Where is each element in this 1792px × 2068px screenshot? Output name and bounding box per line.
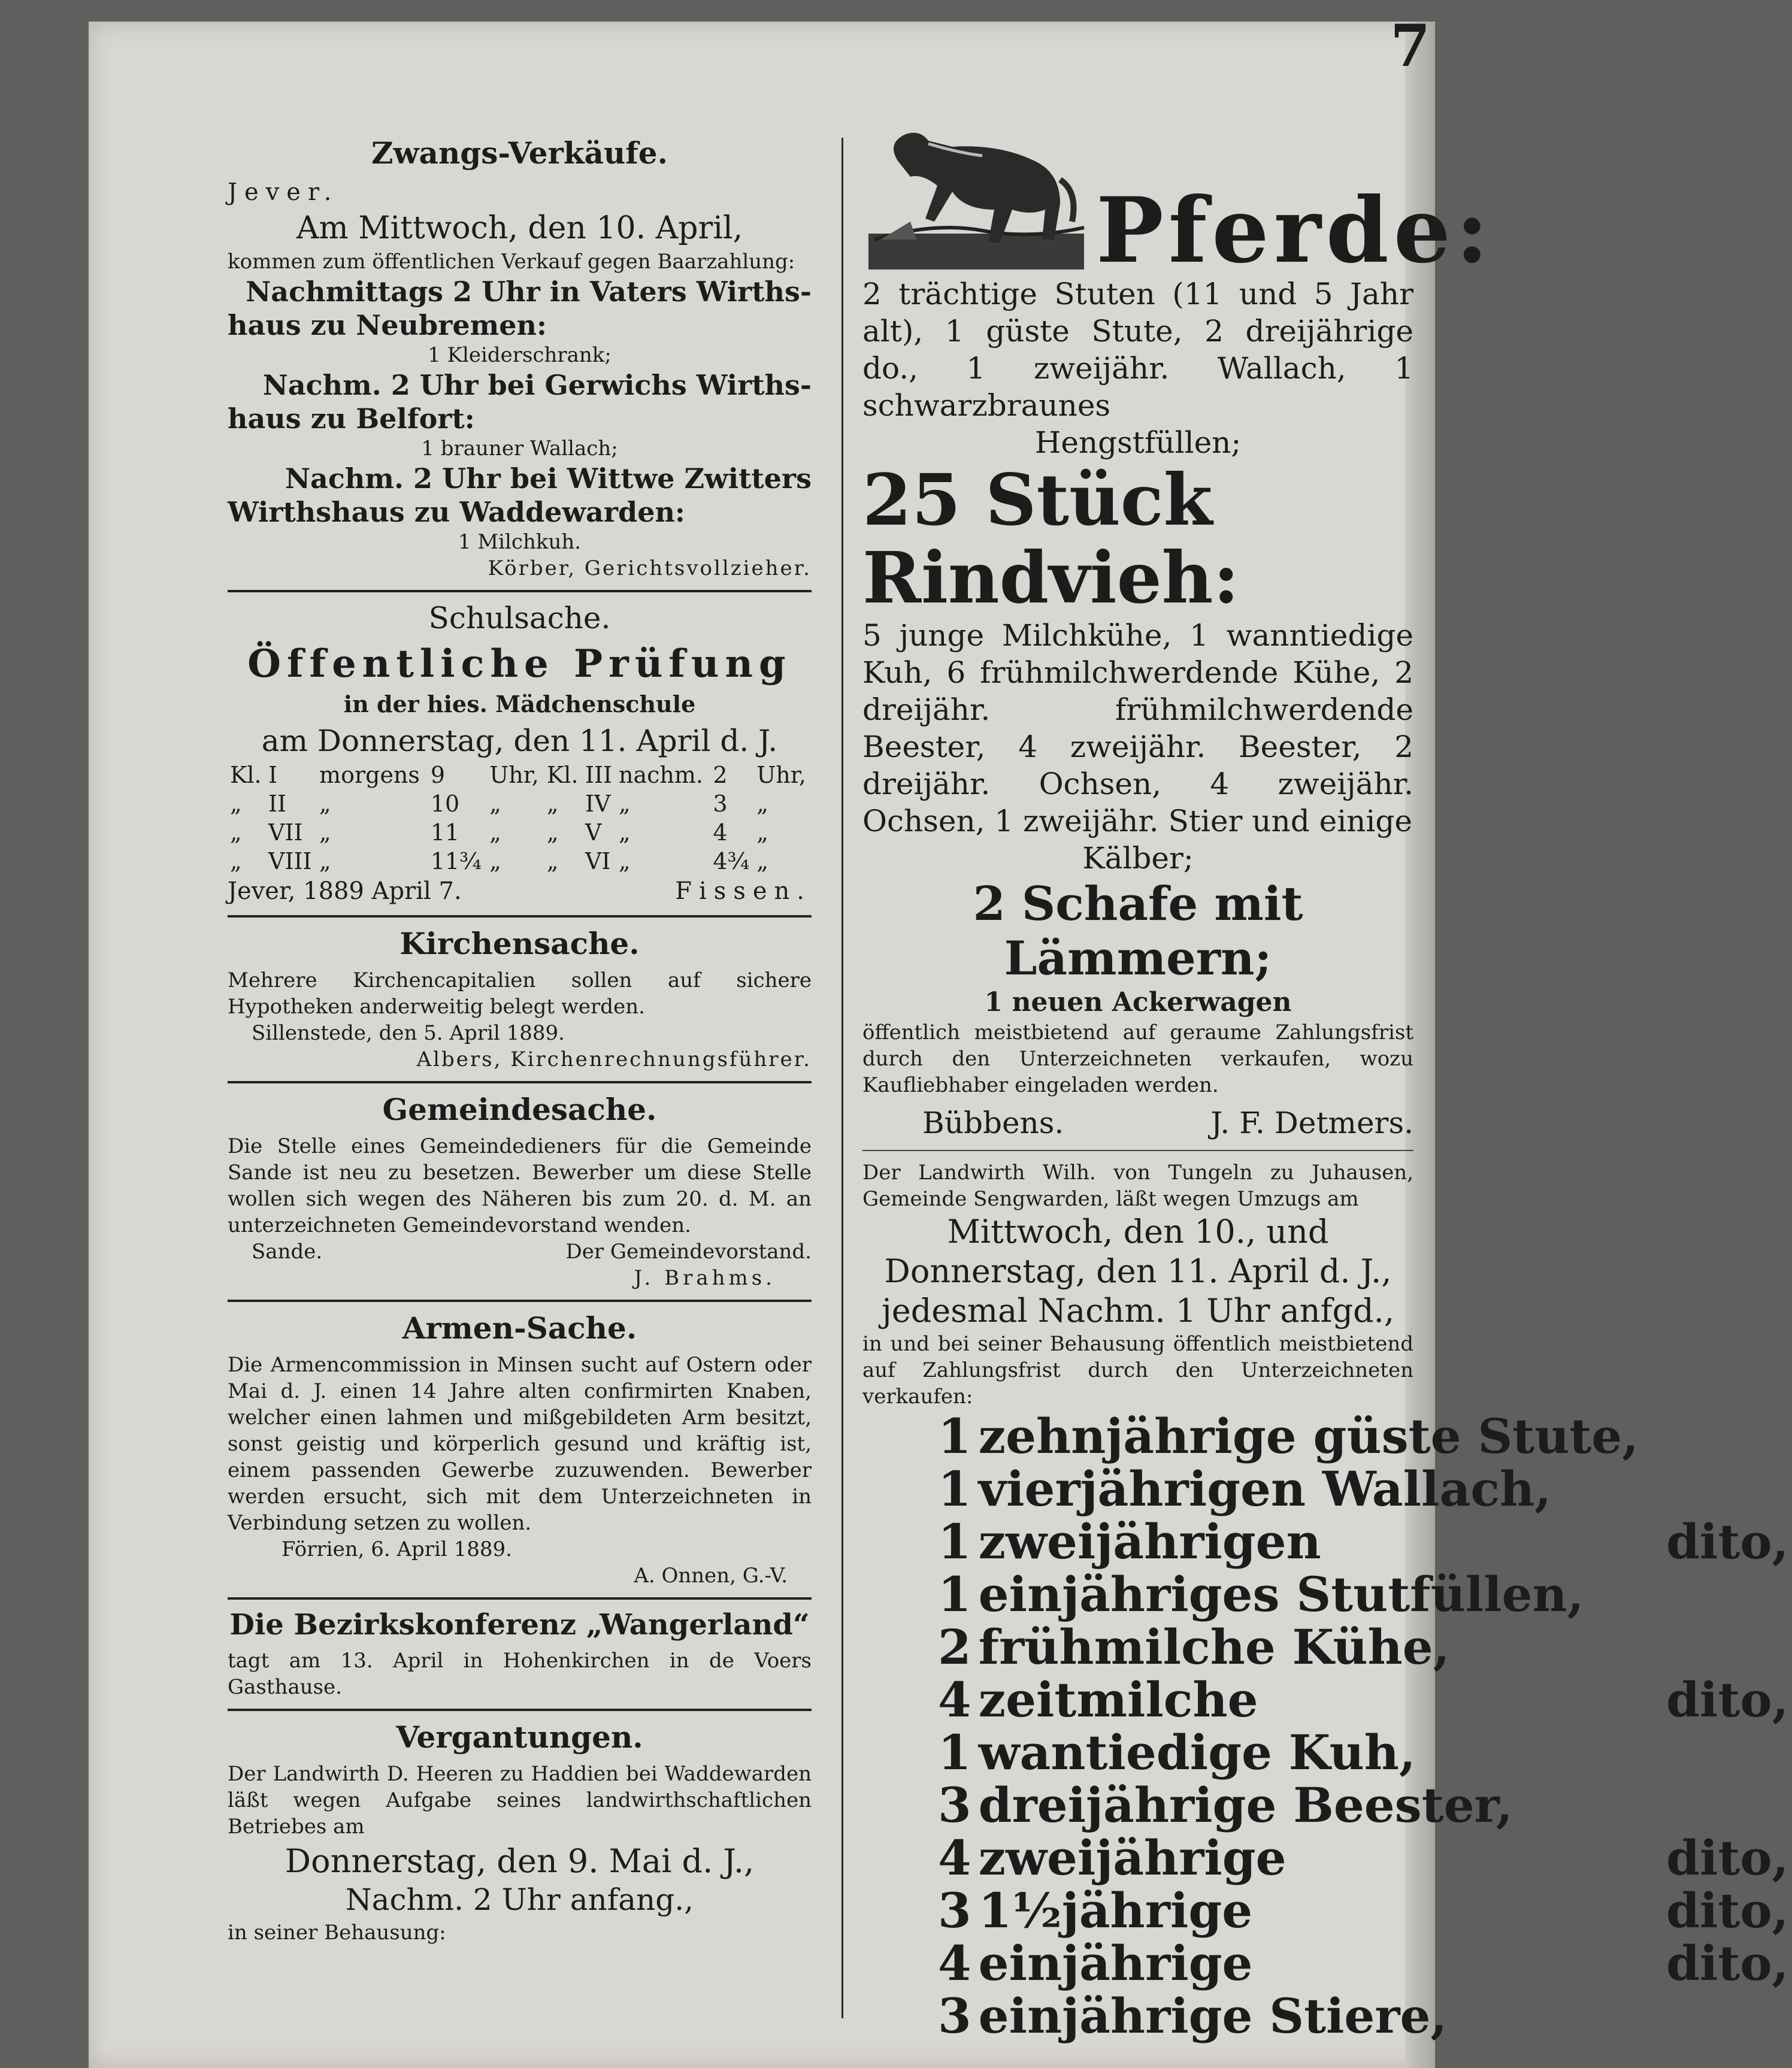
schedule-row	[228, 818, 812, 847]
schedule-cell: „	[319, 848, 331, 874]
schedule-cell: „	[546, 848, 559, 874]
pferde-title: Pferde:	[1096, 178, 1494, 283]
schedule-cell: „	[489, 819, 501, 846]
animal-desc: zweijährigen	[978, 1513, 1321, 1570]
section-divider	[228, 1709, 812, 1711]
schedule-row	[228, 847, 812, 876]
vergant-date: Donnerstag, den 9. Mai d. J.,	[284, 1842, 755, 1880]
sale-signatures	[862, 1098, 1413, 1142]
schedule-row	[228, 761, 812, 789]
zwangs-intro: kommen zum öffentlichen Verkauf gegen Baarzahlung:	[228, 250, 795, 274]
animal-dito: dito,	[1666, 1672, 1789, 1728]
schedule-cell: 9	[430, 762, 445, 788]
animal-dito: dito,	[1666, 1935, 1789, 1991]
schul-footer	[228, 876, 812, 907]
kirche-signature: Albers, Kirchenrechnungsführer.	[416, 1047, 812, 1071]
animal-desc: einjähriges Stutfüllen,	[978, 1566, 1584, 1622]
zwangs-item3-line1: Nachm. 2 Uhr bei Wittwe Zwitters	[284, 462, 812, 495]
schedule-cell: III	[585, 762, 612, 788]
pferde-end: Hengstfüllen;	[1034, 425, 1242, 460]
schedule-cell: „	[618, 819, 631, 846]
section-divider	[228, 1597, 812, 1600]
animal-dito	[1642, 1990, 1792, 2042]
animal-dito	[1642, 1568, 1792, 1621]
animal-row	[934, 1937, 1792, 1990]
animal-dito: dito,	[1666, 1830, 1789, 1886]
gemeinde-place: Sande.	[252, 1240, 323, 1264]
schul-title: Schulsache.	[428, 601, 611, 635]
zwangs-date: Am Mittwoch, den 10. April,	[296, 210, 743, 246]
animal-desc: einjährige	[978, 1935, 1253, 1991]
animal-row	[934, 1463, 1792, 1515]
animal-desc: 1½jährige	[978, 1882, 1253, 1939]
schedule-cell: 4	[713, 819, 728, 846]
armen-text: Die Armencommission in Minsen sucht auf Ostern oder Mai d. J. einen 14 Jahre alten confirmirten Knaben, welcher einen lahmen und mißgebildeten Arm besitzt, sonst geistig und körperlich gesund und kräftig ist, einem passenden Gewerbe zuzuwenden. Bewerber werden ersucht, sich mit dem Unterzeichneten in Verbindung setzen zu wollen.	[228, 1353, 812, 1535]
right-column	[862, 120, 1789, 2044]
kirche-dateline: Sillenstede, den 5. April 1889.	[252, 1021, 565, 1045]
animal-desc: zehnjährige güste Stute,	[978, 1408, 1639, 1464]
animal-desc: zweijährige	[978, 1830, 1287, 1886]
bezirk-text: tagt am 13. April in Hohenkirchen in de Voers Gasthause.	[228, 1649, 812, 1699]
animal-count: 3	[938, 1988, 971, 2044]
animal-count: 3	[938, 1777, 971, 1833]
animal-dito	[1642, 1621, 1792, 1673]
ad2-text: Der Landwirth Wilh. von Tungeln zu Juhausen, Gemeinde Sengwarden, läßt wegen Umzugs am	[862, 1161, 1413, 1211]
zwangs-item2-object: 1 brauner Wallach;	[421, 437, 618, 461]
pferde-header	[862, 120, 1494, 283]
schedule-cell: „	[230, 791, 242, 817]
animal-dito	[1642, 1779, 1792, 1831]
gemeinde-footer	[228, 1239, 812, 1265]
animal-dito: dito,	[1666, 1882, 1789, 1939]
gemeinde-title: Gemeindesache.	[382, 1092, 657, 1127]
schedule-cell: IV	[585, 791, 611, 817]
animal-row	[934, 1673, 1792, 1726]
pferde-text: 2 trächtige Stuten (11 und 5 Jahr alt), 1 güste Stute, 2 dreijährige do., 1 zweijähr. Wallach, 1 schwarzbraunes	[862, 277, 1413, 423]
schedule-cell: „	[756, 848, 768, 874]
schedule-row	[228, 789, 812, 818]
animal-row	[934, 1568, 1792, 1621]
section-divider	[228, 915, 812, 918]
schedule-cell: „	[756, 791, 768, 817]
sale-text: öffentlich meistbietend auf geraume Zahlungsfrist durch den Unterzeichneten verkaufen, wozu Kaufliebhaber eingeladen werden.	[862, 1021, 1413, 1097]
animal-count: 1	[938, 1566, 971, 1622]
kirche-text: Mehrere Kirchencapitalien sollen auf sichere Hypotheken anderweitig belegt werden.	[228, 968, 812, 1019]
section-divider	[228, 590, 812, 592]
schedule-cell: nachm.	[618, 762, 703, 788]
zwangs-title: Zwangs-Verkäufe.	[371, 135, 668, 171]
vergant-text: Der Landwirth D. Heeren zu Haddien bei Waddewarden läßt wegen Aufgabe seines landwirthschaftlichen Betriebes am	[228, 1762, 812, 1839]
vergant-end: in seiner Behausung:	[228, 1921, 446, 1945]
horse-illustration	[862, 120, 1090, 275]
animal-row	[934, 1410, 1792, 1463]
wagen-line: 1 neuen Ackerwagen	[984, 987, 1292, 1018]
schedule-cell: morgens	[319, 762, 420, 788]
schedule-cell: VII	[268, 819, 303, 846]
schedule-cell: Uhr,	[756, 762, 806, 788]
schedule-cell: I	[268, 762, 278, 788]
schedule-cell: „	[230, 819, 242, 846]
animal-count: 3	[938, 1882, 971, 1939]
rindvieh-text: 5 junge Milchkühe, 1 wanntiedige Kuh, 6 frühmilchwerdende Kühe, 2 dreijähr. frühmilchwerdende Beester, 4 zweijähr. Beester, 2 dreijähr. Ochsen, 4 zweijähr. Ochsen, 1 zweijähr. Stier und einige	[862, 618, 1413, 838]
schul-footer-date: Jever, 1889 April 7.	[228, 877, 462, 905]
schedule-cell: 4¾	[713, 848, 750, 874]
animals-table	[934, 1410, 1792, 2042]
armen-title: Armen-Sache.	[402, 1310, 637, 1346]
section-divider	[862, 1150, 1413, 1151]
animal-row	[934, 1515, 1792, 1568]
animal-desc: zeitmilche	[978, 1672, 1258, 1728]
ad2-text2: in und bei seiner Behausung öffentlich meistbietend auf Zahlungsfrist durch den Unterzeichneten verkaufen:	[862, 1332, 1413, 1409]
zwangs-place: Jever.	[228, 178, 339, 206]
animal-row	[934, 1621, 1792, 1673]
animal-row	[934, 1831, 1792, 1884]
animal-count: 1	[938, 1461, 971, 1517]
schedule-cell: Kl.	[546, 762, 579, 788]
animal-desc: einjährige Stiere,	[978, 1988, 1448, 2044]
animal-count: 4	[938, 1830, 971, 1886]
rindvieh-end: Kälber;	[1082, 841, 1194, 876]
animal-desc: frühmilche Kühe,	[978, 1619, 1450, 1675]
animal-desc: dreijährige Beester,	[978, 1777, 1513, 1833]
schedule-cell: II	[268, 791, 287, 817]
schedule-table	[228, 761, 812, 876]
schedule-cell: VI	[585, 848, 611, 874]
ad2-date2: Donnerstag, den 11. April d. J.,	[884, 1252, 1392, 1290]
sale-sig-left: Bübbens.	[922, 1106, 1064, 1140]
animal-dito: dito,	[1666, 1513, 1789, 1570]
vergant-title: Vergantungen.	[396, 1719, 643, 1755]
schedule-cell: „	[319, 819, 331, 846]
schedule-cell: VIII	[268, 848, 312, 874]
armen-dateline: Förrien, 6. April 1889.	[281, 1537, 512, 1561]
schul-subheading: in der hies. Mädchenschule	[343, 691, 696, 717]
schul-footer-name: Fissen.	[675, 877, 812, 905]
schedule-cell: „	[489, 791, 501, 817]
schedule-cell: Kl.	[230, 762, 262, 788]
bezirk-title: Die Bezirkskonferenz „Wangerland“	[229, 1608, 810, 1642]
animal-desc: vierjährigen Wallach,	[978, 1461, 1551, 1517]
animal-row	[934, 1726, 1792, 1779]
schedule-cell: „	[546, 791, 559, 817]
gemeinde-signature: J. Brahms.	[634, 1266, 776, 1290]
zwangs-item3-object: 1 Milchkuh.	[458, 530, 582, 554]
gemeinde-org: Der Gemeindevorstand.	[565, 1240, 812, 1264]
animal-row	[934, 1779, 1792, 1831]
schedule-cell: „	[618, 848, 631, 874]
animal-desc: wantiedige Kuh,	[978, 1724, 1416, 1781]
animal-count: 1	[938, 1408, 971, 1464]
schedule-cell: Uhr,	[489, 762, 539, 788]
armen-signature: A. Onnen, G.-V.	[634, 1564, 788, 1588]
zwangs-signature: Körber, Gerichtsvollzieher.	[488, 556, 812, 580]
animal-dito	[1642, 1410, 1792, 1463]
schedule-cell: „	[230, 848, 242, 874]
schul-date: am Donnerstag, den 11. April d. J.	[261, 723, 778, 758]
animal-row	[934, 1990, 1792, 2042]
gemeinde-text: Die Stelle eines Gemeindedieners für die Gemeinde Sande ist neu zu besetzen. Bewerber um diese Stelle wollen sich wegen des Näheren bis zum 20. d. M. an unterzeichneten Gemeindevorstand wenden.	[228, 1134, 812, 1237]
schedule-cell: 11¾	[430, 848, 482, 874]
schedule-cell: „	[319, 791, 331, 817]
rindvieh-title: 25 Stück Rindvieh:	[862, 458, 1240, 619]
animal-dito	[1642, 1463, 1792, 1515]
animal-count: 2	[938, 1619, 971, 1675]
zwangs-item2-line1: Nachm. 2 Uhr bei Gerwichs Wirths-	[262, 369, 812, 401]
animal-dito	[1642, 1726, 1792, 1779]
zwangs-item1-object: 1 Kleiderschrank;	[428, 343, 612, 367]
schedule-cell: 10	[430, 791, 460, 817]
section-divider	[228, 1081, 812, 1083]
zwangs-item2-line2: haus zu Belfort:	[228, 402, 475, 435]
left-column	[228, 132, 812, 1946]
animal-count: 1	[938, 1724, 971, 1781]
schul-heading: Öffentliche Prüfung	[247, 641, 792, 686]
schedule-cell: „	[756, 819, 768, 846]
schedule-cell: „	[489, 848, 501, 874]
kirche-title: Kirchensache.	[399, 926, 640, 961]
schedule-cell: V	[585, 819, 602, 846]
ad2-date1: Mittwoch, den 10., und	[947, 1213, 1329, 1251]
schafe-line: 2 Schafe mit Lämmern;	[973, 877, 1303, 986]
zwangs-item1-line1: Nachmittags 2 Uhr in Vaters Wirths-	[246, 275, 812, 308]
zwangs-item3-line2: Wirthshaus zu Waddewarden:	[228, 496, 685, 528]
schedule-cell: „	[618, 791, 631, 817]
animal-count: 4	[938, 1672, 971, 1728]
schedule-cell: 11	[430, 819, 460, 846]
page-number: 7	[1390, 12, 1430, 80]
animal-count: 4	[938, 1935, 971, 1991]
schedule-cell: „	[546, 819, 559, 846]
section-divider	[228, 1300, 812, 1302]
schedule-cell: 3	[713, 791, 728, 817]
animal-count: 1	[938, 1513, 971, 1570]
ad2-time: jedesmal Nachm. 1 Uhr anfgd.,	[882, 1292, 1394, 1330]
column-divider	[841, 138, 843, 2018]
sale-sig-right: J. F. Detmers.	[1210, 1106, 1413, 1140]
vergant-time: Nachm. 2 Uhr anfang.,	[345, 1882, 694, 1917]
animal-row	[934, 1884, 1792, 1937]
zwangs-item1-line2: haus zu Neubremen:	[228, 309, 547, 341]
schedule-cell: 2	[713, 762, 728, 788]
